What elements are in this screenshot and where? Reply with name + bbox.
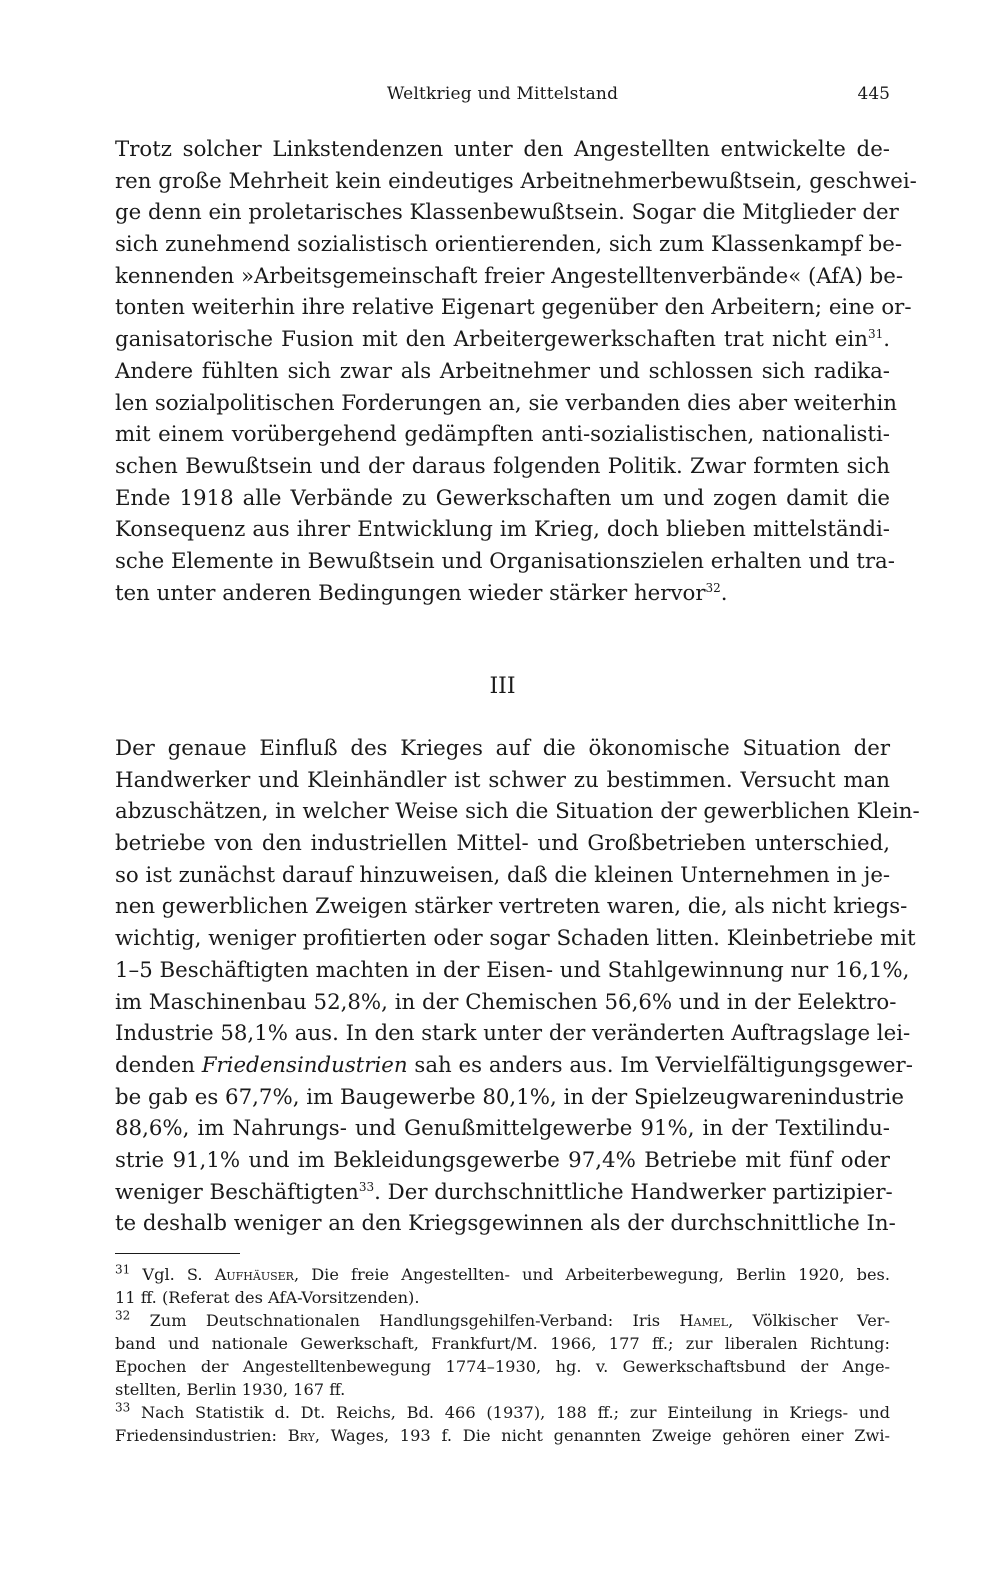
text-line: 88,6%, im Nahrungs- und Genußmittelgewerbe 91%, in der Textilindu- [115, 1116, 890, 1142]
text-line: Ende 1918 alle Verbände zu Gewerkschaften um und zogen damit die [115, 485, 890, 511]
punctuation: . [883, 327, 890, 353]
footnote-number: 33 [115, 1400, 131, 1415]
text-line: im Maschinenbau 52,8%, in der Chemischen 56,6% und in der Eelektro- [115, 989, 897, 1015]
footnote-line: Epochen der Angestelltenbewegung 1774–1930, hg. v. Gewerkschaftsbund der Ange- [115, 1357, 890, 1376]
text-line-with-footnote-ref [115, 1177, 893, 1209]
author-name: Bry [287, 1426, 315, 1445]
footnote-ref-33: 33 [358, 1179, 375, 1194]
running-title: Weltkrieg und Mittelstand [386, 84, 619, 104]
text-line-with-footnote-ref [115, 578, 890, 610]
text-line: Der genaue Einfluß des Krieges auf die ökonomische Situation der [115, 736, 890, 761]
text-line: mit einem vorübergehend gedämpften anti-sozialistischen, nationalisti- [115, 422, 890, 448]
text-segment: , Die freie Angestellten- und Arbeiterbewegung, Berlin 1920, bes. [293, 1265, 890, 1284]
text-line: betriebe von den industriellen Mittel- und Großbetrieben unterschied, [115, 831, 890, 857]
footnote-ref-32: 32 [705, 580, 721, 595]
text-line: schen Bewußtsein und der daraus folgenden Politik. Zwar formten sich [115, 453, 890, 479]
punctuation: . [720, 580, 728, 606]
text-line: kennenden »Arbeitsgemeinschaft freier Angestelltenverbände« (AfA) be- [115, 263, 904, 289]
text-segment: sah es anders aus. Im Vervielfältigungsgewer- [414, 1052, 913, 1078]
text-segment: , Wages, 193 f. Die nicht genannten Zweige gehören einer Zwi- [314, 1426, 890, 1445]
italic-term: Friedensindustrien [201, 1052, 408, 1078]
text-line: so ist zunächst darauf hinzuweisen, daß die kleinen Unternehmen in je- [115, 862, 891, 888]
text-line: strie 91,1% und im Bekleidungsgewerbe 97,4% Betriebe mit fünf oder [115, 1147, 890, 1173]
text-line: tonten weiterhin ihre relative Eigenart gegenüber den Arbeitern; eine or- [115, 295, 912, 321]
footnote-divider [115, 1253, 240, 1254]
text-segment: , Völkischer Ver- [728, 1311, 890, 1330]
footnote-line: stellten, Berlin 1930, 167 ff. [115, 1380, 346, 1399]
text-line: sche Elemente in Bewußtsein und Organisationszielen erhalten und tra- [115, 548, 895, 574]
section-heading: III [489, 674, 516, 699]
text-segment: Friedensindustrien: [115, 1426, 277, 1445]
text-line-with-italic [115, 1050, 913, 1082]
text-line: len sozialpolitischen Forderungen an, sie verbanden dies aber weiterhin [115, 390, 897, 416]
text-segment: . Der durchschnittliche Handwerker partizipier- [374, 1179, 893, 1205]
running-head [115, 84, 890, 108]
text-segment: ten unter anderen Bedingungen wieder stärker hervor [115, 580, 706, 606]
page-number: 445 [857, 84, 890, 104]
text-segment: Vgl. S. [142, 1265, 203, 1284]
footnote-33 [115, 1401, 890, 1424]
footnotes [115, 1263, 890, 1447]
author-name: Hamel [679, 1311, 729, 1330]
footnote-line: band und nationale Gewerkschaft, Frankfurt/M. 1966, 177 ff.; zur liberalen Richtung: [115, 1334, 890, 1353]
text-line: ren große Mehrheit kein eindeutiges Arbeitnehmerbewußtsein, geschwei- [115, 168, 917, 194]
paragraph-2 [115, 733, 920, 1240]
footnote-line [115, 1424, 890, 1447]
footnote-31 [115, 1263, 890, 1286]
text-line: abzuschätzen, in welcher Weise sich die Situation der gewerblichen Klein- [115, 799, 920, 825]
text-line: Industrie 58,1% aus. In den stark unter der veränderten Auftragslage lei- [115, 1021, 911, 1047]
text-line: Andere fühlten sich zwar als Arbeitnehmer und schlossen sich radika- [115, 358, 890, 384]
text-segment: ganisatorische Fusion mit den Arbeitergewerkschaften trat nicht ein [115, 327, 868, 353]
text-line: be gab es 67,7%, im Baugewerbe 80,1%, in der Spielzeugwarenindustrie [115, 1084, 905, 1110]
text-segment: Zum Deutschnationalen Handlungsgehilfen-Verband: Iris [149, 1311, 661, 1330]
footnote-line: 11 ff. (Referat des AfA-Vorsitzenden). [115, 1288, 420, 1307]
text-segment: denden [115, 1052, 195, 1078]
footnote-32 [115, 1309, 890, 1332]
text-segment: Nach Statistik d. Dt. Reichs, Bd. 466 (1937), 188 ff.; zur Einteilung in Kriegs- und [141, 1403, 890, 1422]
text-line: ge denn ein proletarisches Klassenbewußtsein. Sogar die Mitglieder der [115, 200, 899, 226]
text-line: sich zunehmend sozialistisch orientierenden, sich zum Klassenkampf be- [115, 232, 903, 258]
text-line: nen gewerblichen Zweigen stärker vertreten waren, die, als nicht kriegs- [115, 894, 908, 920]
text-line: te deshalb weniger an den Kriegsgewinnen als der durchschnittliche In- [115, 1211, 896, 1237]
text-line: Trotz solcher Linkstendenzen unter den Angestellten entwickelte de- [115, 137, 890, 162]
footnote-number: 32 [115, 1308, 131, 1323]
text-segment: weniger Beschäftigten [115, 1179, 359, 1205]
paragraph-1 [115, 134, 917, 609]
text-line: 1–5 Beschäftigten machten in der Eisen- und Stahlgewinnung nur 16,1%, [115, 957, 910, 983]
footnote-number: 31 [115, 1262, 131, 1277]
text-line: wichtig, weniger profitierten oder sogar Schaden litten. Kleinbetriebe mit [115, 926, 916, 952]
text-line: Konsequenz aus ihrer Entwicklung im Krieg, doch blieben mittelständi- [115, 517, 890, 543]
text-line: Handwerker und Kleinhändler ist schwer zu bestimmen. Versucht man [115, 767, 890, 793]
text-line-with-footnote-ref [115, 324, 890, 356]
footnote-ref-31: 31 [867, 327, 884, 342]
author-name: Aufhäuser [214, 1265, 294, 1284]
